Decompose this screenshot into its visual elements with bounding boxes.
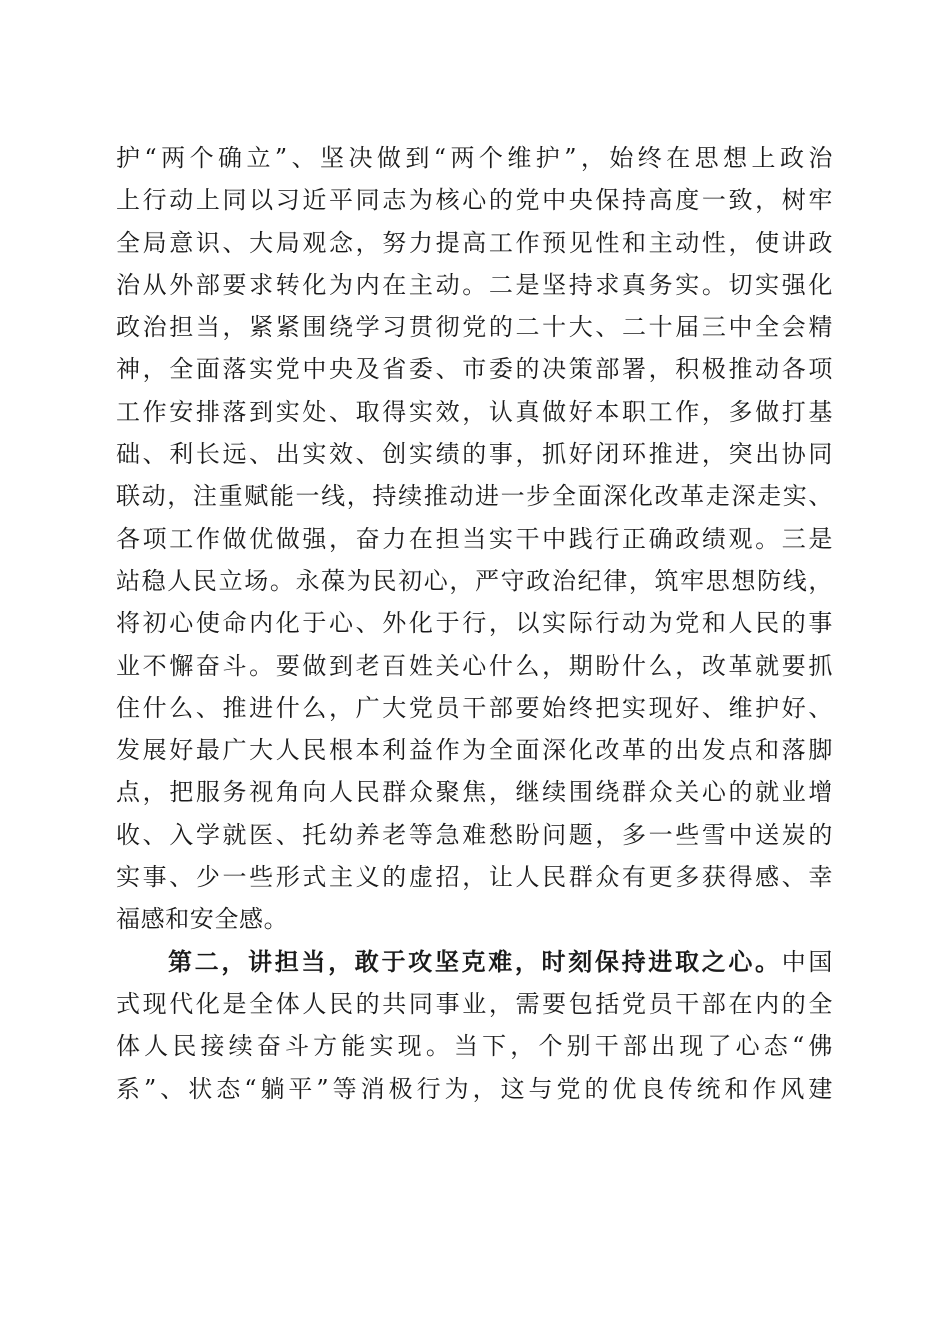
paragraph-line: 础、利长远、出实效、创实绩的事，抓好闭环推进，突出协同 bbox=[116, 440, 833, 469]
paragraph-line: 点，把服务视角向人民群众聚焦，继续围绕群众关心的就业增 bbox=[116, 778, 833, 807]
paragraph-line: 联动，注重赋能一线，持续推动进一步全面深化改革走深走实、 bbox=[116, 482, 833, 511]
paragraph-line: 上行动上同以习近平同志为核心的党中央保持高度一致，树牢 bbox=[116, 186, 833, 215]
paragraph-line: 收、入学就医、托幼养老等急难愁盼问题，多一些雪中送炭的 bbox=[116, 820, 833, 849]
paragraph-line: 工作安排落到实处、取得实效，认真做好本职工作，多做打基 bbox=[116, 397, 833, 426]
paragraph-line: 护“两个确立”、坚决做到“两个维护”，始终在思想上政治 bbox=[116, 144, 833, 172]
paragraph-line: 体人民接续奋斗方能实现。当下，个别干部出现了心态“佛 bbox=[116, 1032, 833, 1061]
paragraph-line: 住什么、推进什么，广大党员干部要始终把实现好、维护好、 bbox=[116, 693, 833, 722]
section-heading: 第二，讲担当，敢于攻坚克难，时刻保持进取之心。 bbox=[168, 946, 782, 976]
paragraph-line: 治从外部要求转化为内在主动。二是坚持求真务实。切实强化 bbox=[116, 270, 833, 299]
paragraph-heading-line bbox=[116, 941, 833, 983]
paragraph-line: 实事、少一些形式主义的虚招，让人民群众有更多获得感、幸 bbox=[116, 863, 833, 892]
paragraph-line: 各项工作做优做强，奋力在担当实干中践行正确政绩观。三是 bbox=[116, 524, 833, 553]
paragraph-line-tail: 中国 bbox=[781, 947, 833, 976]
paragraph-line: 业不懈奋斗。要做到老百姓关心什么，期盼什么，改革就要抓 bbox=[116, 651, 833, 680]
paragraph-line: 系”、状态“躺平”等消极行为，这与党的优良传统和作风建 bbox=[116, 1074, 833, 1103]
paragraph-line: 站稳人民立场。永葆为民初心，严守政治纪律，筑牢思想防线， bbox=[116, 566, 833, 595]
paragraph-line: 式现代化是全体人民的共同事业，需要包括党员干部在内的全 bbox=[116, 989, 833, 1018]
body-text bbox=[116, 137, 833, 1110]
paragraph-line: 政治担当，紧紧围绕学习贯彻党的二十大、二十届三中全会精 bbox=[116, 313, 833, 342]
paragraph-line: 将初心使命内化于心、外化于行，以实际行动为党和人民的事 bbox=[116, 609, 833, 638]
paragraph-line: 全局意识、大局观念，努力提高工作预见性和主动性，使讲政 bbox=[116, 228, 833, 257]
paragraph-line: 福感和安全感。 bbox=[116, 905, 289, 934]
paragraph-line: 发展好最广大人民根本利益作为全面深化改革的出发点和落脚 bbox=[116, 736, 833, 765]
paragraph-line: 神，全面落实党中央及省委、市委的决策部署，积极推动各项 bbox=[116, 355, 833, 384]
